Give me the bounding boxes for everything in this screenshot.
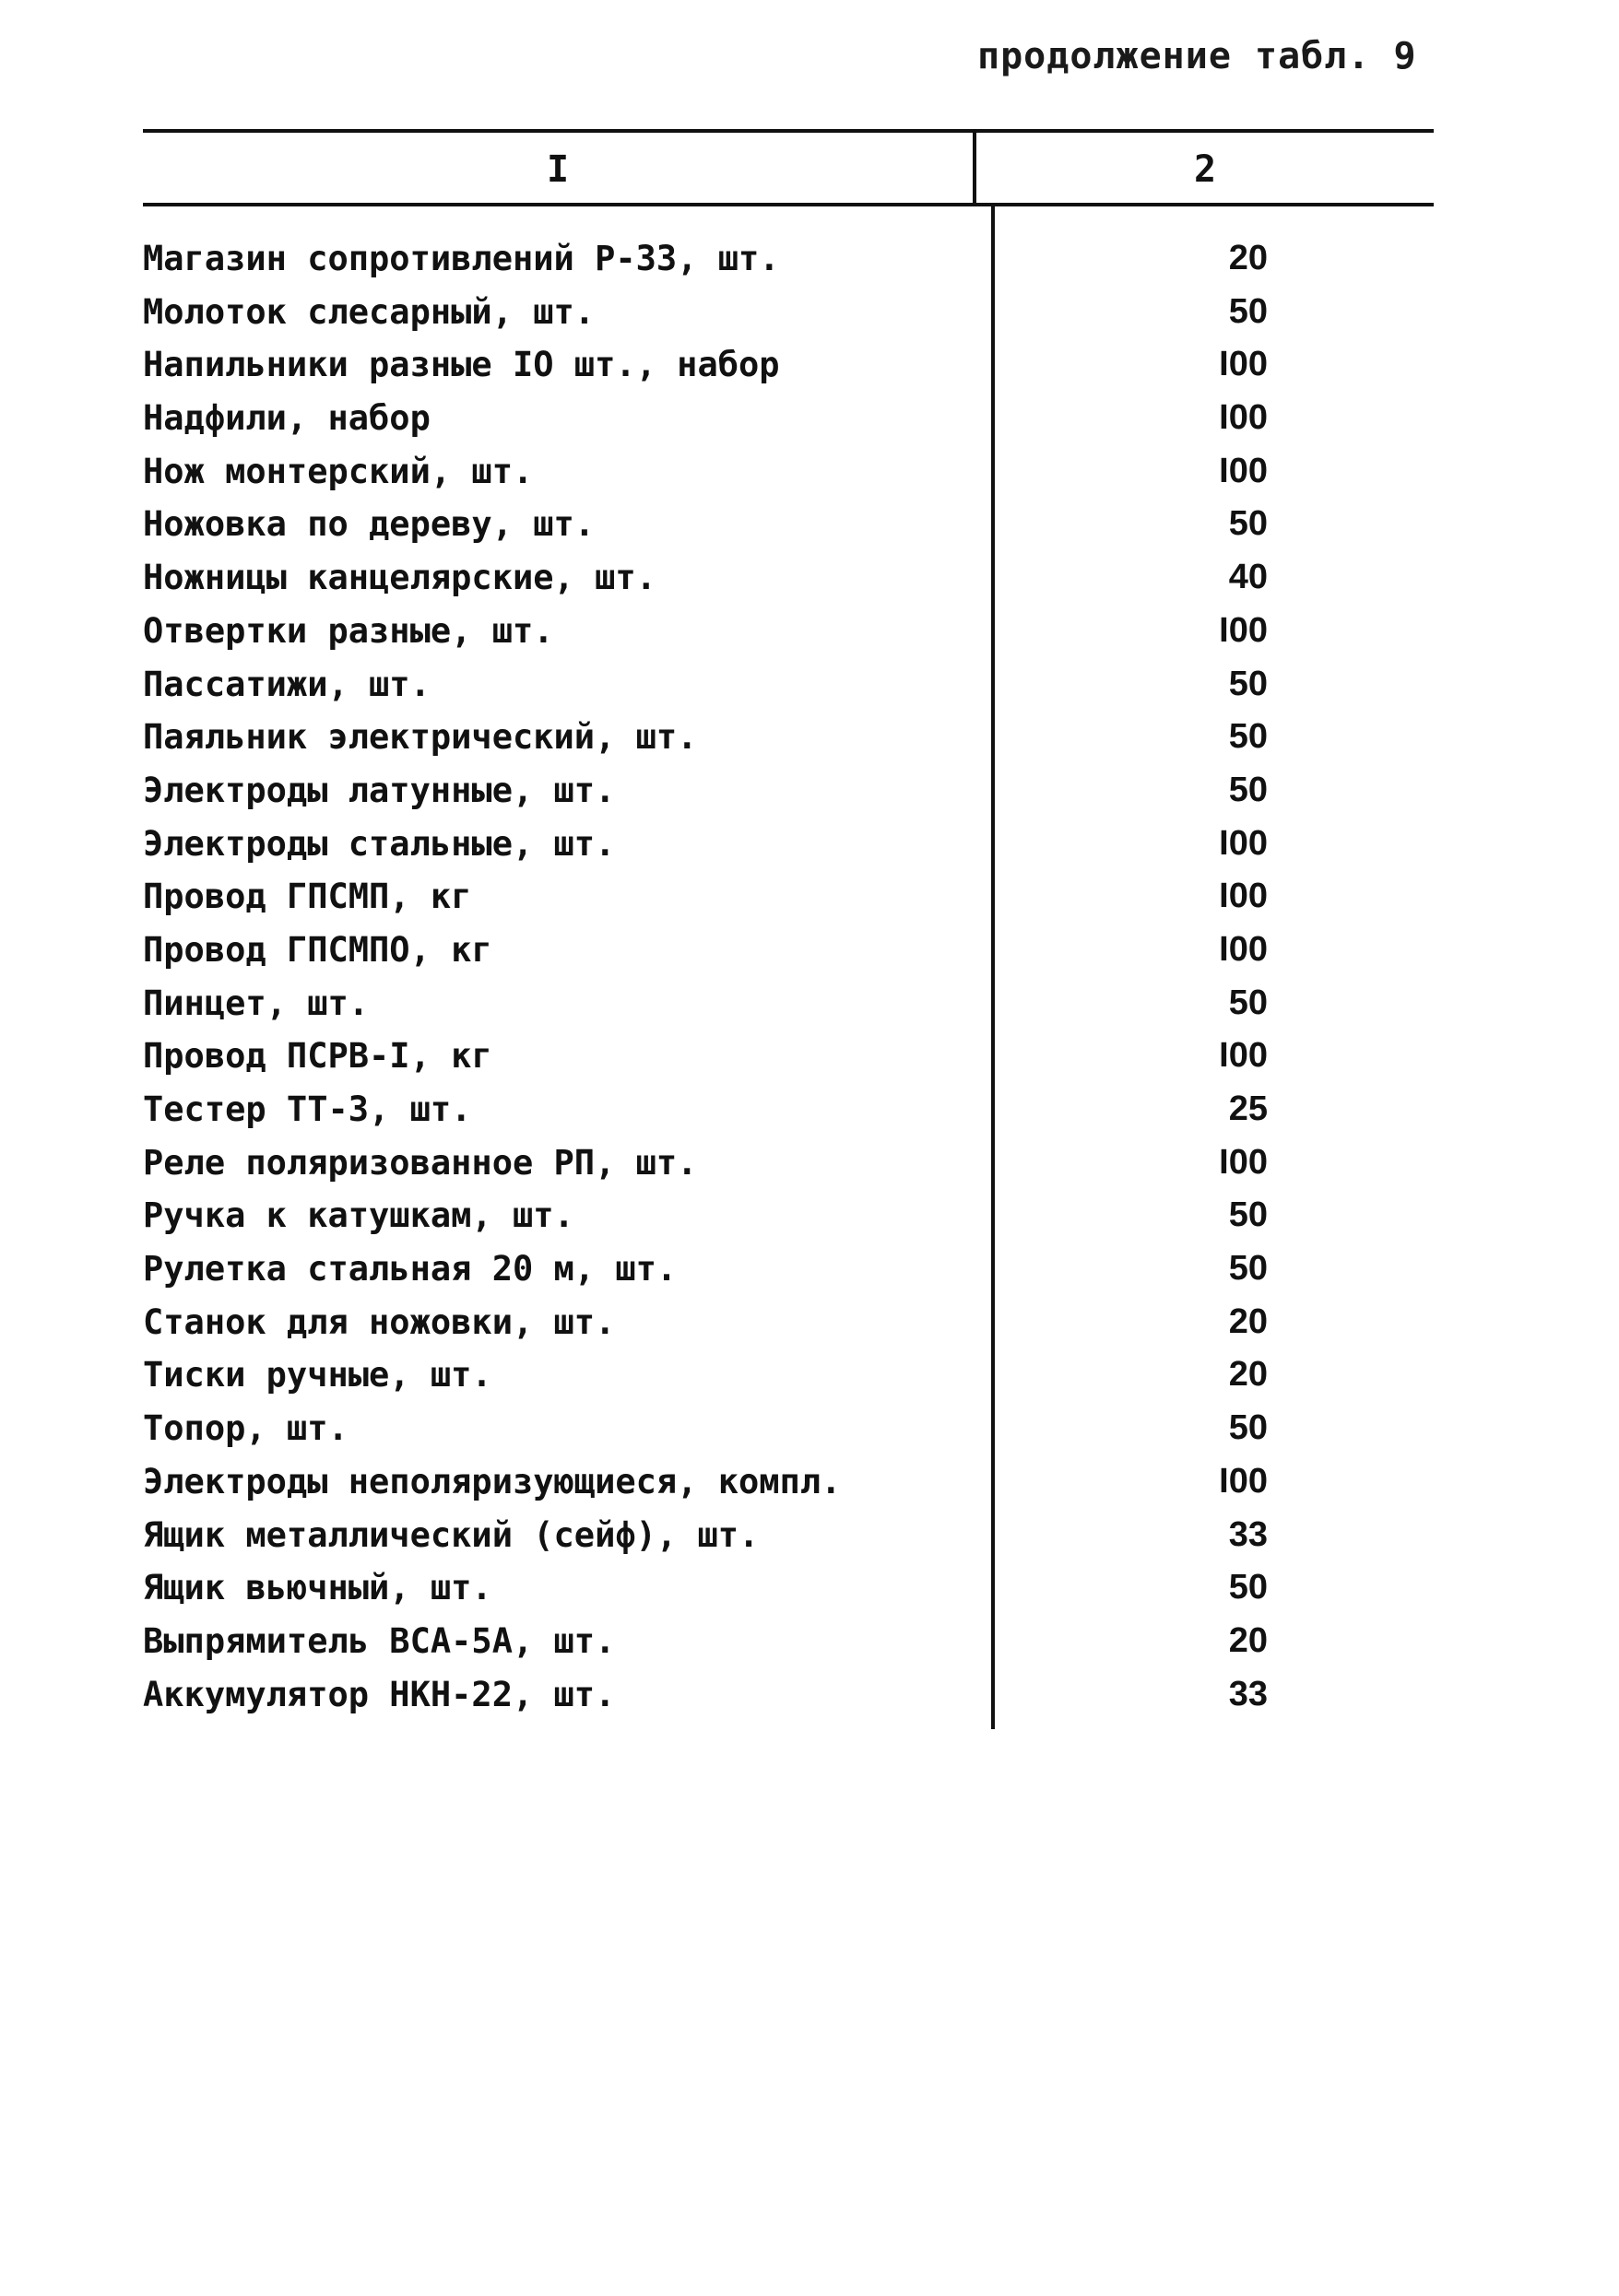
item-quantity: I00 xyxy=(1219,1461,1268,1501)
table-row xyxy=(143,870,1434,924)
item-quantity: 50 xyxy=(1228,1408,1268,1448)
item-quantity: I00 xyxy=(1219,398,1268,438)
item-name: Ручка к катушкам, шт. xyxy=(143,1195,574,1236)
item-quantity: 50 xyxy=(1228,1568,1268,1607)
item-name: Выпрямитель ВСА-5А, шт. xyxy=(143,1620,616,1661)
table-row xyxy=(143,1030,1434,1083)
item-quantity: 50 xyxy=(1228,664,1268,703)
item-quantity: I00 xyxy=(1219,823,1268,863)
item-name: Напильники разные IO шт., набор xyxy=(143,345,780,385)
item-name: Реле поляризованное РП, шт. xyxy=(143,1142,698,1183)
table-row xyxy=(143,924,1434,977)
table-row xyxy=(143,1348,1434,1402)
item-quantity: 33 xyxy=(1228,1674,1268,1713)
item-name: Электроды неполяризующиеся, компл. xyxy=(143,1461,842,1501)
item-quantity: I00 xyxy=(1219,1036,1268,1076)
item-quantity: 50 xyxy=(1228,1249,1268,1289)
table-row xyxy=(143,232,1434,286)
table-row xyxy=(143,1083,1434,1136)
item-name: Паяльник электрический, шт. xyxy=(143,717,698,758)
table-row xyxy=(143,1561,1434,1615)
item-quantity: 40 xyxy=(1228,558,1268,597)
item-name: Магазин сопротивлений Р-33, шт. xyxy=(143,239,780,278)
item-name: Провод ГПСМП, кг xyxy=(143,877,472,917)
item-name: Пассатижи, шт. xyxy=(143,664,431,704)
item-name: Топор, шт. xyxy=(143,1408,349,1449)
item-name: Электроды стальные, шт. xyxy=(143,823,616,864)
table-row xyxy=(143,1509,1434,1562)
item-name: Молоток слесарный, шт. xyxy=(143,291,596,332)
table-row xyxy=(143,1296,1434,1349)
item-name: Нож монтерский, шт. xyxy=(143,451,534,491)
table-top-rule xyxy=(143,129,1434,133)
item-name: Провод ГПСМПО, кг xyxy=(143,929,492,970)
item-quantity: 50 xyxy=(1228,1195,1268,1235)
table-row xyxy=(143,1242,1434,1296)
table-row xyxy=(143,1402,1434,1455)
table-row xyxy=(143,1136,1434,1190)
table-row xyxy=(143,1668,1434,1722)
table-row xyxy=(143,1455,1434,1509)
item-quantity: 20 xyxy=(1228,239,1268,277)
table-row xyxy=(143,658,1434,712)
item-name: Электроды латунные, шт. xyxy=(143,770,616,810)
item-name: Аккумулятор НКН-22, шт. xyxy=(143,1674,616,1714)
item-quantity: I00 xyxy=(1219,877,1268,916)
item-quantity: I00 xyxy=(1219,451,1268,490)
item-quantity: 20 xyxy=(1228,1620,1268,1660)
item-name: Ящик вьючный, шт. xyxy=(143,1568,492,1608)
table-row xyxy=(143,764,1434,818)
table-row xyxy=(143,498,1434,551)
table-row xyxy=(143,818,1434,871)
item-name: Надфили, набор xyxy=(143,398,431,439)
item-name: Тестер ТТ-3, шт. xyxy=(143,1089,472,1129)
item-quantity: 50 xyxy=(1228,983,1268,1022)
table-body xyxy=(143,232,1434,1721)
item-quantity: 20 xyxy=(1228,1355,1268,1395)
item-quantity: I00 xyxy=(1219,1142,1268,1182)
item-name: Провод ПСРВ-I, кг xyxy=(143,1036,492,1077)
table-row xyxy=(143,711,1434,764)
table-row xyxy=(143,605,1434,658)
table-row xyxy=(143,392,1434,445)
item-name: Ящик металлический (сейф), шт. xyxy=(143,1514,760,1555)
table-header-rule xyxy=(143,203,1434,206)
table-row xyxy=(143,551,1434,605)
table-row xyxy=(143,286,1434,339)
column-header-1: I xyxy=(546,148,570,191)
table-row xyxy=(143,1615,1434,1668)
item-quantity: 20 xyxy=(1228,1301,1268,1341)
item-name: Ножовка по дереву, шт. xyxy=(143,504,596,545)
item-name: Станок для ножовки, шт. xyxy=(143,1301,616,1342)
item-name: Тиски ручные, шт. xyxy=(143,1355,492,1395)
table-row xyxy=(143,445,1434,499)
item-name: Отвертки разные, шт. xyxy=(143,610,554,651)
table-row xyxy=(143,977,1434,1030)
table-continuation-label: продолжение табл. 9 xyxy=(977,35,1417,77)
item-quantity: I00 xyxy=(1219,345,1268,384)
column-header-2: 2 xyxy=(1193,148,1217,191)
table-row xyxy=(143,338,1434,392)
table-row xyxy=(143,1189,1434,1242)
item-quantity: 50 xyxy=(1228,717,1268,757)
item-quantity: 50 xyxy=(1228,504,1268,544)
item-quantity: 25 xyxy=(1228,1089,1268,1128)
item-name: Пинцет, шт. xyxy=(143,983,370,1023)
item-name: Ножницы канцелярские, шт. xyxy=(143,558,656,598)
item-quantity: I00 xyxy=(1219,610,1268,650)
item-quantity: I00 xyxy=(1219,929,1268,969)
item-quantity: 50 xyxy=(1228,291,1268,331)
item-quantity: 50 xyxy=(1228,770,1268,809)
item-quantity: 33 xyxy=(1228,1514,1268,1554)
item-name: Рулетка стальная 20 м, шт. xyxy=(143,1249,678,1289)
